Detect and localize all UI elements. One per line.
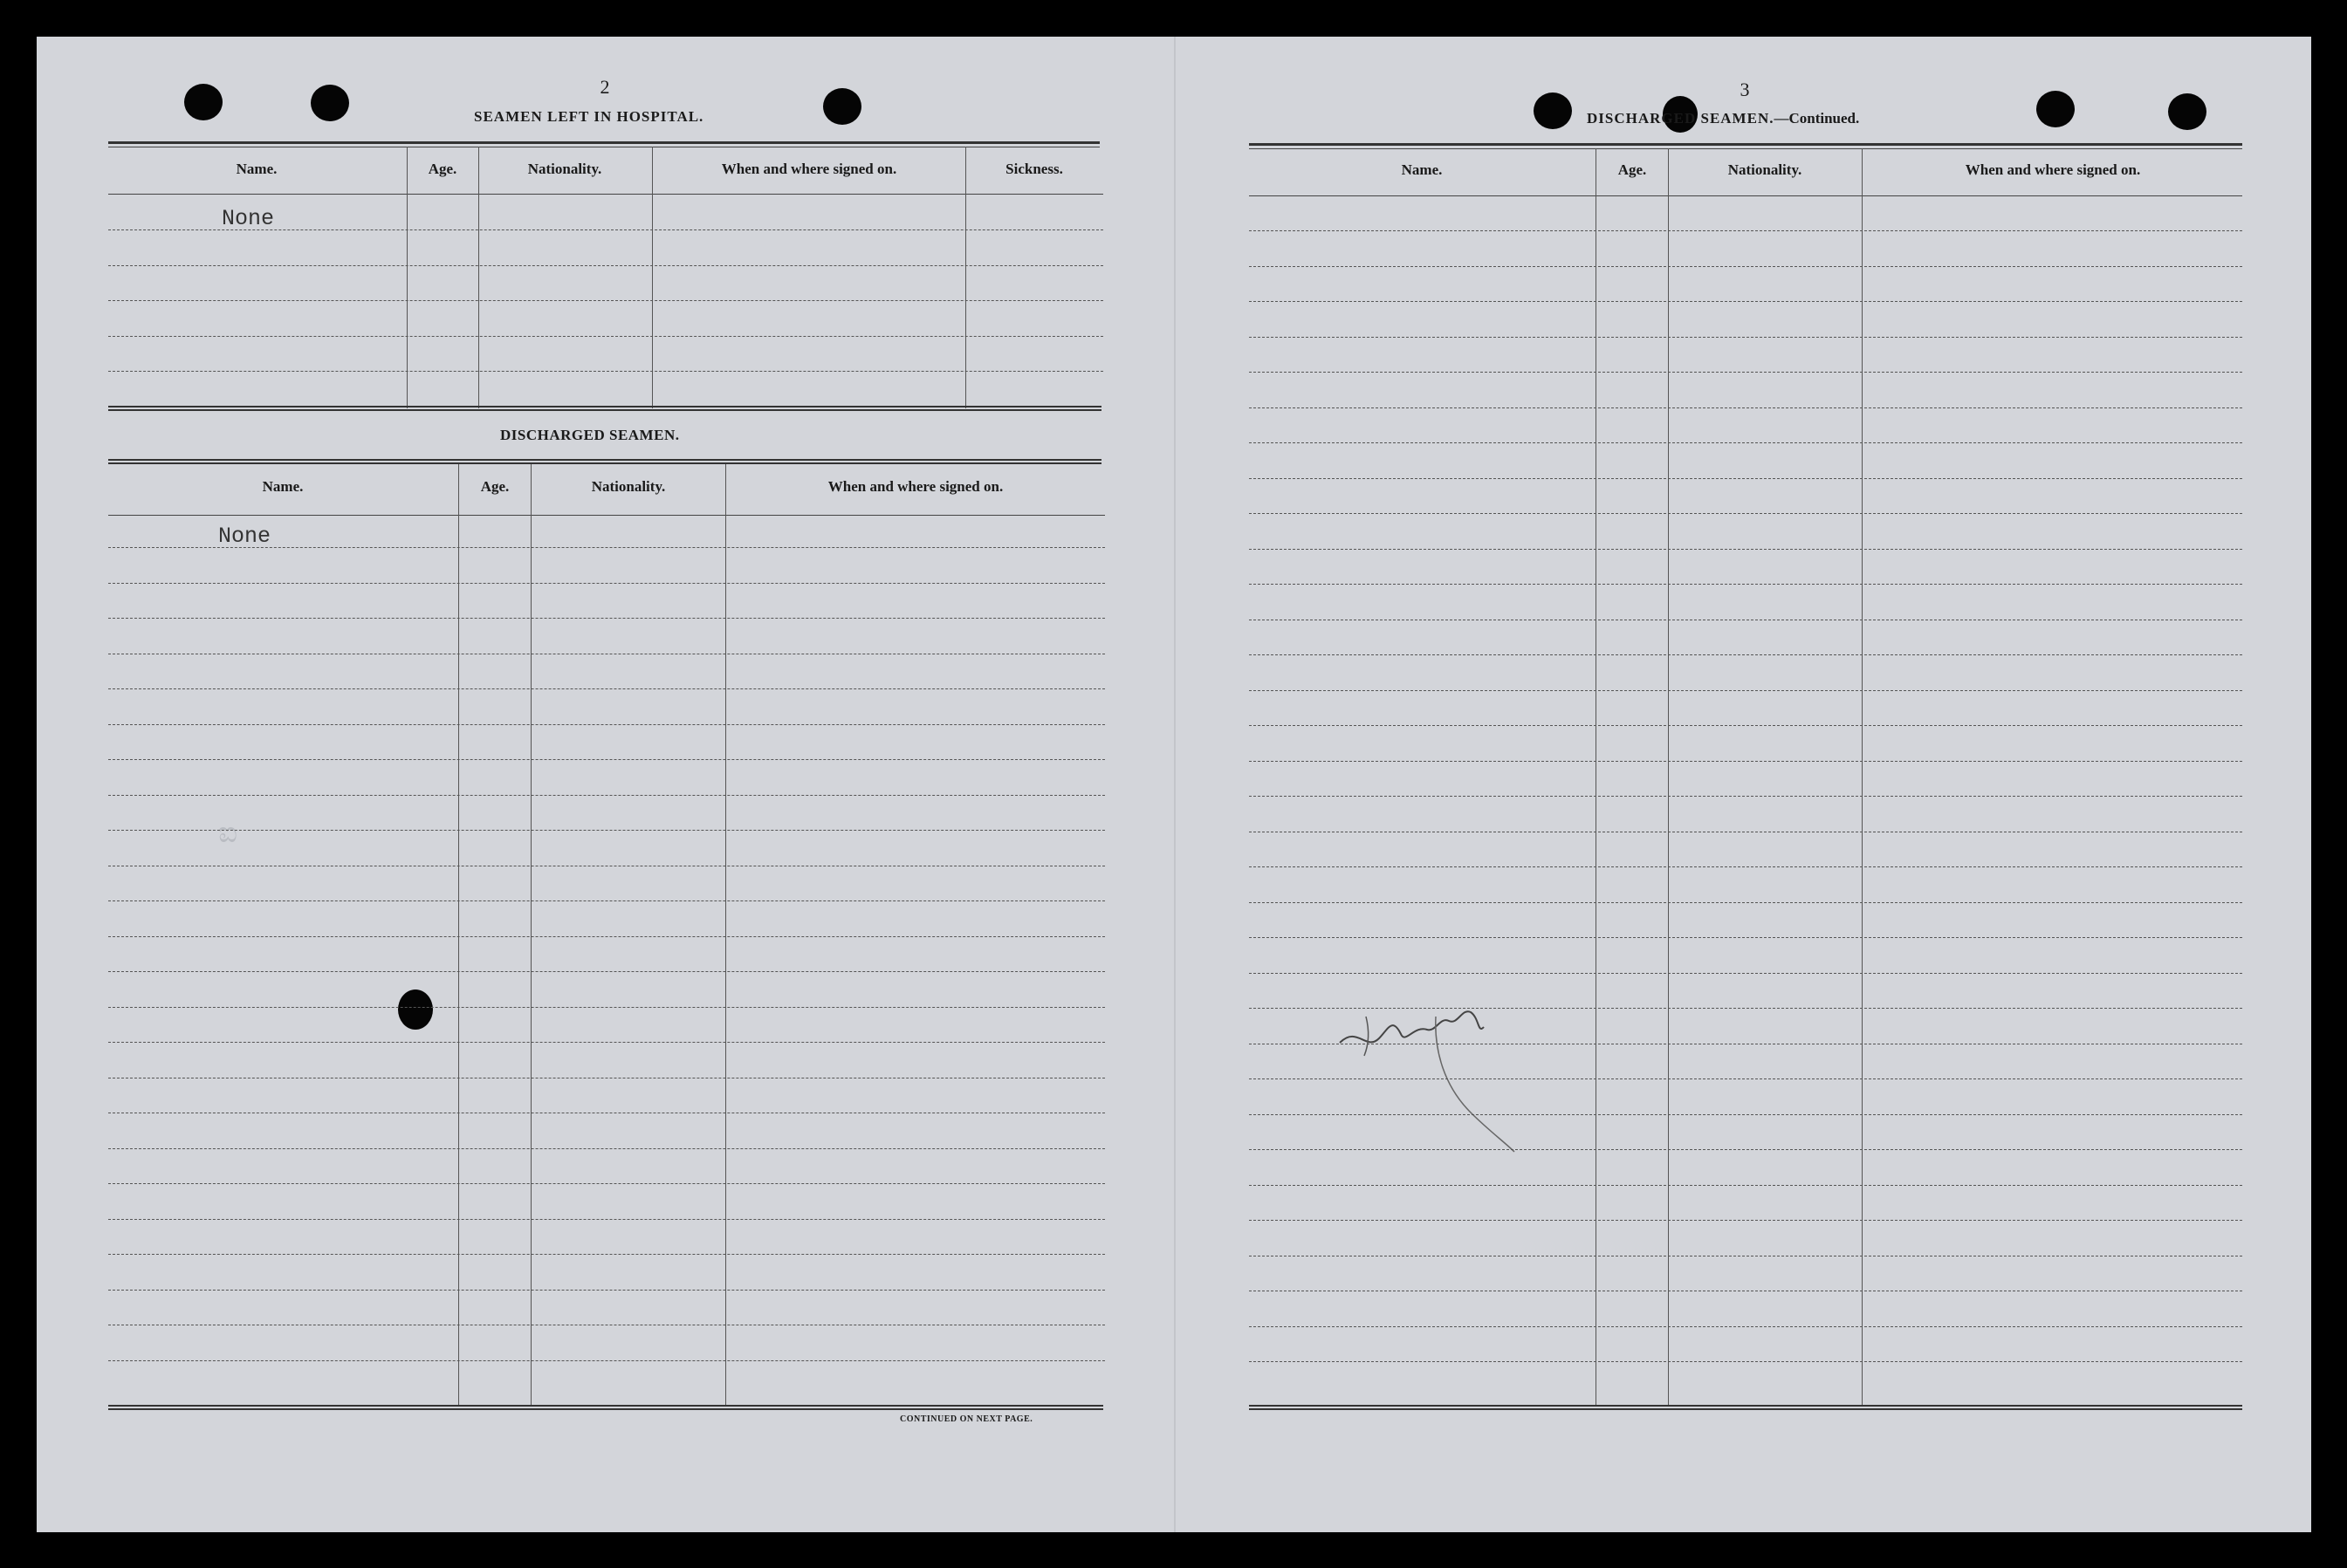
hospital-col-name: Name. xyxy=(236,161,278,177)
ruled-line xyxy=(1249,549,2242,550)
ruled-line xyxy=(1249,761,2242,762)
discharged-section-title: DISCHARGED SEAMEN. xyxy=(500,427,680,443)
ruled-line xyxy=(1249,372,2242,373)
ruled-line xyxy=(1249,337,2242,338)
ruled-line xyxy=(1249,1185,2242,1186)
continued-footer: CONTINUED ON NEXT PAGE. xyxy=(900,1414,1033,1424)
ruled-line xyxy=(1249,1149,2242,1150)
ruled-line xyxy=(1249,1008,2242,1009)
right-col-signed-on: When and where signed on. xyxy=(1965,161,2141,178)
ruled-line xyxy=(108,336,1103,337)
ruled-line xyxy=(1249,654,2242,655)
ruled-line xyxy=(108,1290,1105,1291)
ruled-line xyxy=(1249,796,2242,797)
ruled-line xyxy=(108,618,1105,619)
right-col-name: Name. xyxy=(1401,161,1443,178)
ruled-line xyxy=(1249,1078,2242,1079)
right-col-nationality: Nationality. xyxy=(1727,161,1802,178)
ruled-line xyxy=(108,971,1105,972)
ruled-line xyxy=(108,688,1105,689)
right-title-main: DISCHARGED SEAMEN. xyxy=(1587,110,1774,127)
signature-scribble xyxy=(1331,990,1567,1165)
ruled-line xyxy=(108,759,1105,760)
right-title-continued: —Continued. xyxy=(1774,110,1860,127)
hospital-section-title: SEAMEN LEFT IN HOSPITAL. xyxy=(474,108,704,125)
discharged-col-name: Name. xyxy=(262,478,304,495)
ruled-line xyxy=(1249,690,2242,691)
hospital-header-rule xyxy=(108,194,1103,195)
right-header-rule xyxy=(1249,195,2242,196)
punch-hole xyxy=(184,84,223,120)
punch-hole xyxy=(823,88,861,125)
right-bottom-rule xyxy=(1249,1405,2242,1410)
discharged-col-signed-on: When and where signed on. xyxy=(827,478,1004,495)
punch-hole xyxy=(2036,91,2075,127)
ruled-line xyxy=(108,724,1105,725)
discharged-col-age: Age. xyxy=(480,478,510,495)
ruled-line xyxy=(1249,937,2242,938)
hospital-col-divider xyxy=(965,147,966,408)
ruled-line xyxy=(1249,442,2242,443)
ruled-line xyxy=(108,1183,1105,1184)
discharged-bottom-rule xyxy=(108,1405,1103,1410)
hospital-top-rule xyxy=(108,141,1100,144)
page-fold xyxy=(1174,37,1176,1532)
discharged-top-rule xyxy=(108,459,1101,464)
ruled-line xyxy=(108,936,1105,937)
hospital-col-age: Age. xyxy=(428,161,457,177)
hospital-col-divider xyxy=(652,147,653,408)
hospital-col-sickness: Sickness. xyxy=(1005,161,1063,177)
ruled-line xyxy=(108,830,1105,831)
ruled-line xyxy=(108,1007,1105,1008)
ruled-line xyxy=(1249,478,2242,479)
ruled-line xyxy=(108,229,1103,230)
ruled-line xyxy=(108,300,1103,301)
ruled-line xyxy=(108,583,1105,584)
right-top-rule xyxy=(1249,143,2242,146)
hospital-col-divider xyxy=(478,147,479,408)
page-number-right: 3 xyxy=(1740,79,1750,100)
ruled-line xyxy=(108,547,1105,548)
ruled-line xyxy=(1249,973,2242,974)
hospital-col-divider xyxy=(407,147,408,408)
punch-hole xyxy=(1534,92,1572,129)
ruled-line xyxy=(1249,230,2242,231)
punch-hole xyxy=(398,989,433,1030)
right-top-rule-2 xyxy=(1249,148,2242,149)
punch-hole xyxy=(311,85,349,121)
ruled-line xyxy=(108,900,1105,901)
ruled-line xyxy=(1249,407,2242,408)
ruled-line xyxy=(108,1042,1105,1043)
ruled-line xyxy=(108,1360,1105,1361)
ruled-line xyxy=(108,1219,1105,1220)
ruled-line xyxy=(108,1148,1105,1149)
ruled-line xyxy=(108,795,1105,796)
ruled-line xyxy=(1249,1361,2242,1362)
ruled-line xyxy=(1249,1220,2242,1221)
discharged-header-rule xyxy=(108,515,1105,516)
ruled-line xyxy=(1249,902,2242,903)
hospital-col-nationality: Nationality. xyxy=(527,161,602,177)
ruled-line xyxy=(1249,301,2242,302)
ruled-line xyxy=(108,371,1103,372)
hospital-bottom-rule xyxy=(108,406,1101,411)
ruled-line xyxy=(1249,513,2242,514)
punch-hole xyxy=(2168,93,2206,130)
hospital-col-signed-on: When and where signed on. xyxy=(721,161,897,177)
page-number-left: 2 xyxy=(600,76,610,98)
hospital-none-entry: None xyxy=(222,206,275,231)
right-section-title xyxy=(1587,110,1859,127)
ruled-line xyxy=(108,265,1103,266)
ruled-line xyxy=(1249,866,2242,867)
ruled-line xyxy=(1249,1326,2242,1327)
discharged-none-entry: None xyxy=(218,524,271,549)
right-col-age: Age. xyxy=(1617,161,1647,178)
ruled-line xyxy=(1249,725,2242,726)
ruled-line xyxy=(1249,266,2242,267)
discharged-col-nationality: Nationality. xyxy=(591,478,666,495)
faint-mark: ಐ xyxy=(218,815,237,850)
ruled-line xyxy=(108,1254,1105,1255)
ruled-line xyxy=(1249,1114,2242,1115)
ruled-line xyxy=(1249,584,2242,585)
